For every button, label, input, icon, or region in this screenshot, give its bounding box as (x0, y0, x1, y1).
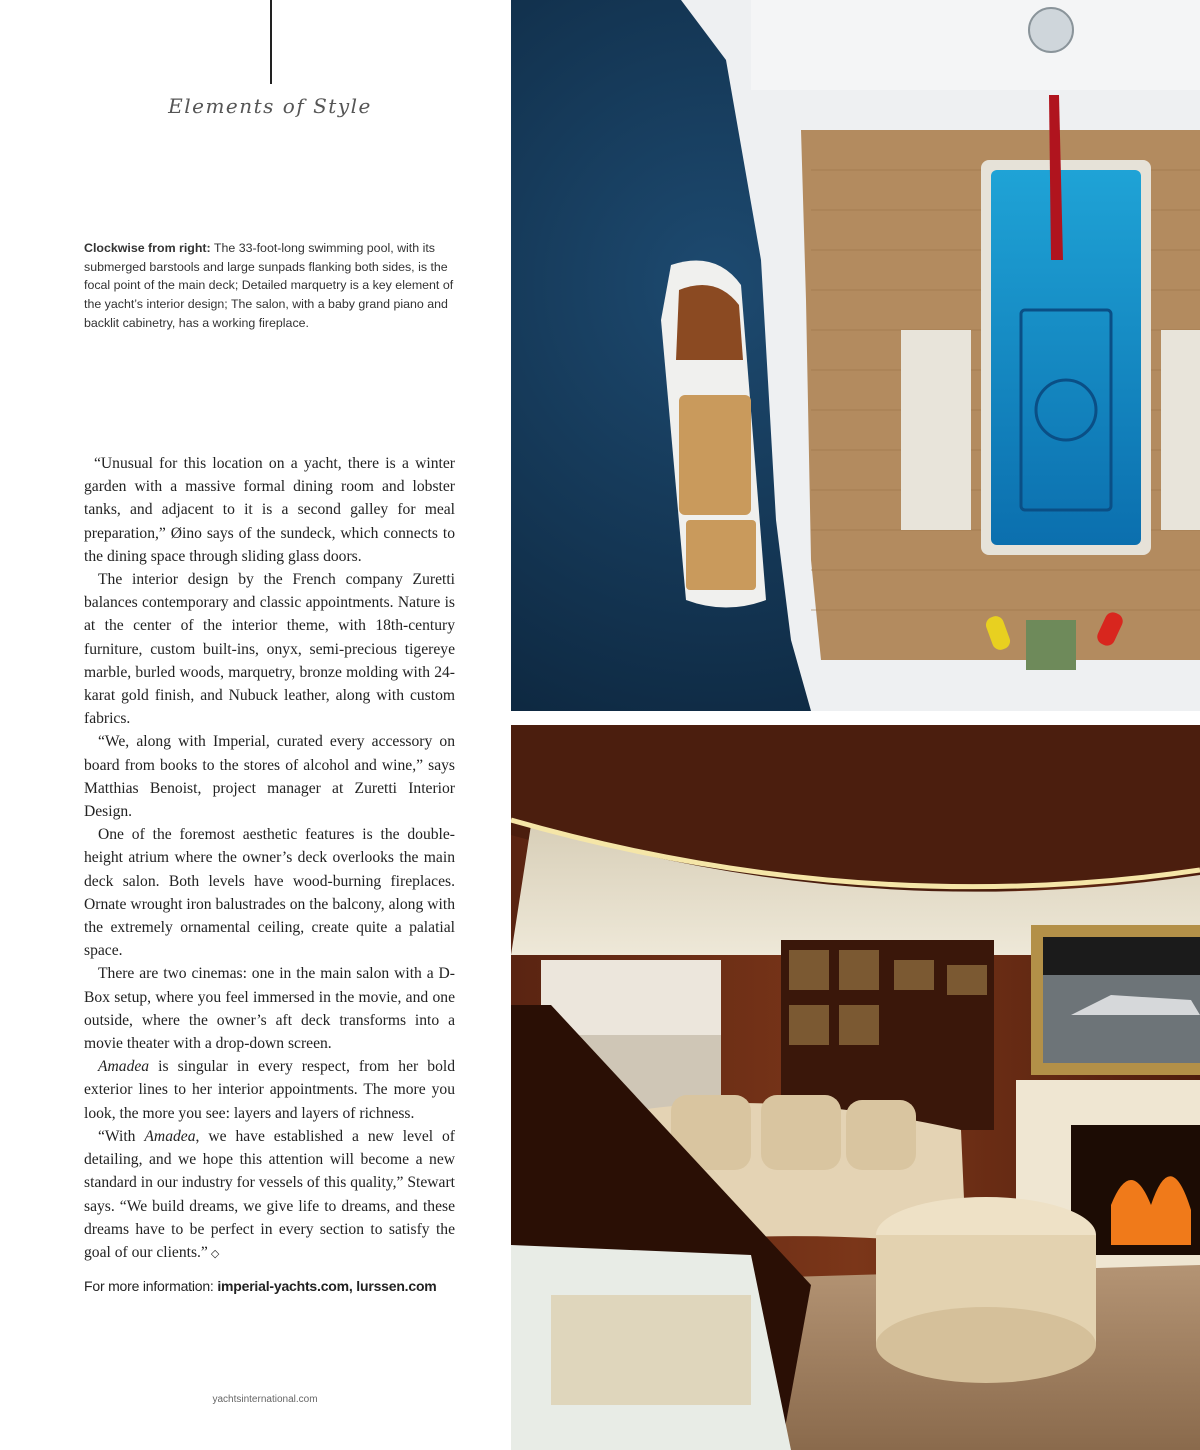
yacht-name: Amadea (144, 1127, 196, 1145)
section-title: Elements of Style (168, 94, 372, 118)
photo-caption (84, 239, 454, 333)
article-paragraph: One of the foremost aesthetic features is the double-height atrium where the owner’s deck overlooks the main deck salon. Both levels have wood-burning fireplaces. Ornate wrought iron balustrades on the balcony, along with the extremely ornamental ceiling, create quite a palatial space. (84, 826, 455, 960)
article-paragraph: “We, along with Imperial, curated every accessory on board from books to the stores of alcohol and wine,” says Matthias Benoist, project manager at Zuretti Interior Design. (84, 733, 455, 821)
article-paragraph: There are two cinemas: one in the main salon with a D-Box setup, where you feel immersed in the movie, and one outside, where the owner’s aft deck transforms into a movie theater with a drop-down screen. (84, 965, 455, 1053)
end-mark-icon: ◇ (210, 1247, 220, 1260)
footer-url: yachtsinternational.com (212, 1394, 318, 1405)
paragraph-text: is singular in every respect, from her bold exterior lines to her interior appointments. The more you look, the more you see: layers and layers of richness. (84, 1058, 455, 1122)
paragraph-text: “With (98, 1127, 145, 1145)
article-paragraph (84, 1055, 455, 1125)
aerial-yacht-illustration (511, 0, 1200, 711)
article-paragraph: The interior design by the French company Zuretti balances contemporary and classic appointments. Nature is at the center of the interior theme, with 18th-century furniture, custom built-ins, onyx, semi-precious tigereye marble, burled woods, marquetry, bronze molding with 24-karat gold finish, and Nubuck leather, along with custom fabrics. (84, 571, 455, 728)
article-body (84, 452, 455, 1266)
salon-interior-illustration (511, 725, 1200, 1450)
more-info-links[interactable]: imperial-yachts.com, lurssen.com (217, 1278, 437, 1294)
vertical-rule (270, 0, 272, 84)
more-info (84, 1278, 474, 1294)
more-info-label: For more information: (84, 1278, 218, 1294)
paragraph-text: , we have established a new level of detailing, and we hope this attention will become a new standard in our industry for vessels of this quality,” Stewart says. “We build dreams, we give life to dreams, and these dreams have to be perfect in every section to satisfy the goal of our clients.” (84, 1127, 455, 1261)
article-paragraph (84, 1125, 455, 1266)
article-paragraph: “Unusual for this location on a yacht, there is a winter garden with a massive formal dining room and lobster tanks, and adjacent to it is a second galley for meal preparation,” Øino says of the sundeck, which connects to the dining space through sliding glass doors. (84, 455, 455, 565)
caption-lead: Clockwise from right: (84, 241, 211, 255)
aerial-yacht-pool-photo (511, 0, 1200, 711)
caption-text: The 33-foot-long swimming pool, with its submerged barstools and large sunpads flanking both sides, is the focal point of the main deck; Detailed marquetry is a key element of the yacht’s interior design; The salon, with a baby grand piano and backlit cabinetry, has a working fireplace. (84, 241, 454, 330)
yacht-name: Amadea (98, 1058, 150, 1076)
yacht-salon-interior-photo (511, 725, 1200, 1450)
